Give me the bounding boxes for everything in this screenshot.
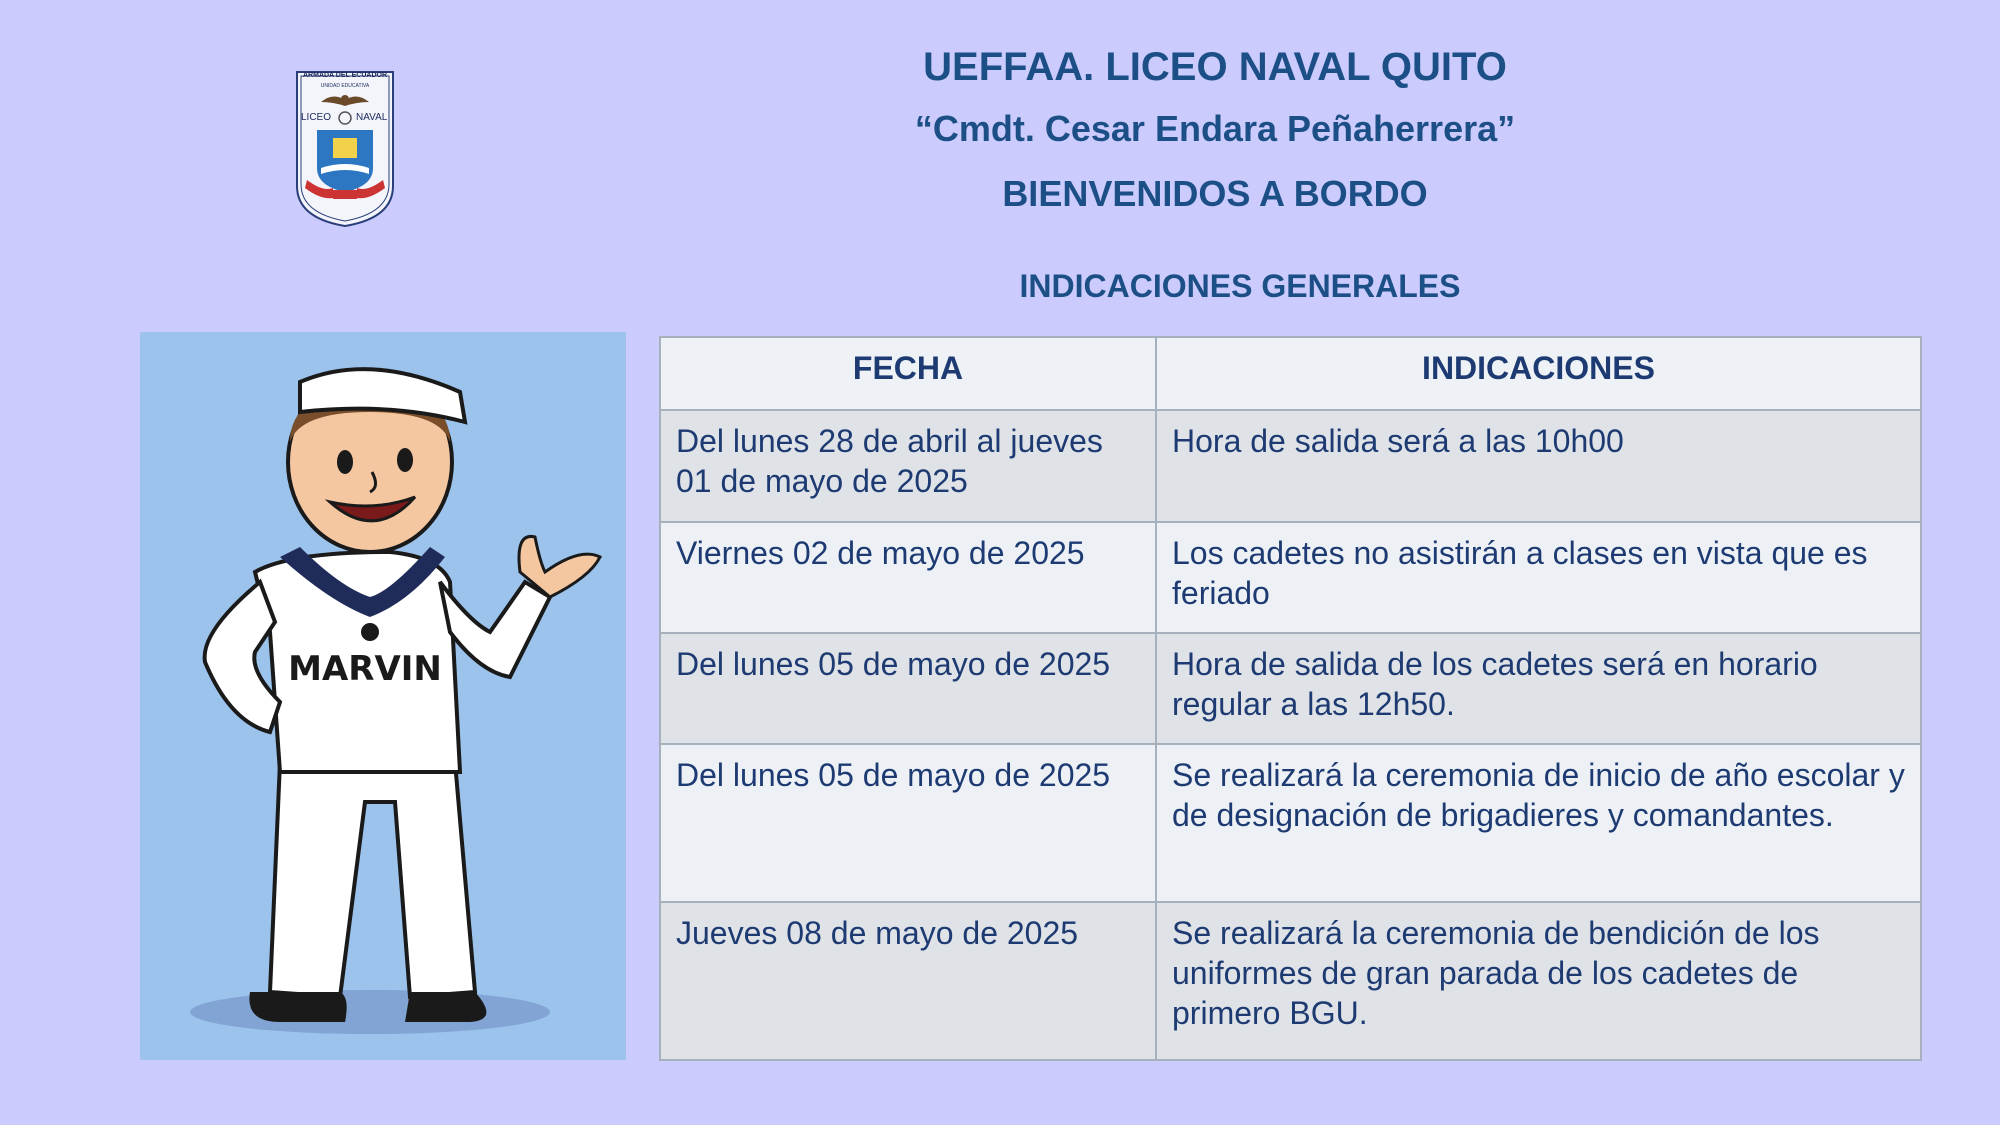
table-row <box>660 633 1921 744</box>
indications-table <box>659 336 1922 1061</box>
crest-top-text: ARMADA DEL ECUADOR <box>303 72 387 79</box>
cell-indicacion: Hora de salida será a las 10h00 <box>1156 410 1921 522</box>
mascot-shirt-text: MARVIN <box>288 649 442 689</box>
school-crest-icon <box>293 68 397 228</box>
cell-fecha: Del lunes 05 de mayo de 2025 <box>660 744 1156 902</box>
cell-fecha: Del lunes 05 de mayo de 2025 <box>660 633 1156 744</box>
cell-fecha: Del lunes 28 de abril al jueves 01 de mayo de 2025 <box>660 410 1156 522</box>
crest-left-word: LICEO <box>301 112 332 123</box>
table-header-row <box>660 337 1921 410</box>
cell-indicacion: Se realizará la ceremonia de inicio de año escolar y de designación de brigadieres y comandantes. <box>1156 744 1921 902</box>
sailor-mascot-icon <box>140 332 626 1060</box>
table-row <box>660 744 1921 902</box>
cell-indicacion: Los cadetes no asistirán a clases en vista que es feriado <box>1156 522 1921 633</box>
crest-right-word: NAVAL <box>356 112 388 123</box>
table-row <box>660 410 1921 522</box>
cell-indicacion: Hora de salida de los cadetes será en horario regular a las 12h50. <box>1156 633 1921 744</box>
cell-fecha: Jueves 08 de mayo de 2025 <box>660 902 1156 1060</box>
section-heading: INDICACIONES GENERALES <box>1019 268 1461 304</box>
table-row <box>660 522 1921 633</box>
table-row <box>660 902 1921 1060</box>
patron-subtitle: “Cmdt. Cesar Endara Peñaherrera” <box>914 108 1516 149</box>
cell-indicacion: Se realizará la ceremonia de bendición de los uniformes de gran parada de los cadetes de primero BGU. <box>1156 902 1921 1060</box>
crest-sub-text: UNIDAD EDUCATIVA <box>320 83 370 89</box>
school-title: UEFFAA. LICEO NAVAL QUITO <box>923 45 1507 89</box>
cell-fecha: Viernes 02 de mayo de 2025 <box>660 522 1156 633</box>
welcome-heading: BIENVENIDOS A BORDO <box>1002 173 1428 214</box>
header-fecha: FECHA <box>660 337 1156 410</box>
header-indicaciones: INDICACIONES <box>1156 337 1921 410</box>
mascot-panel <box>140 332 626 1060</box>
